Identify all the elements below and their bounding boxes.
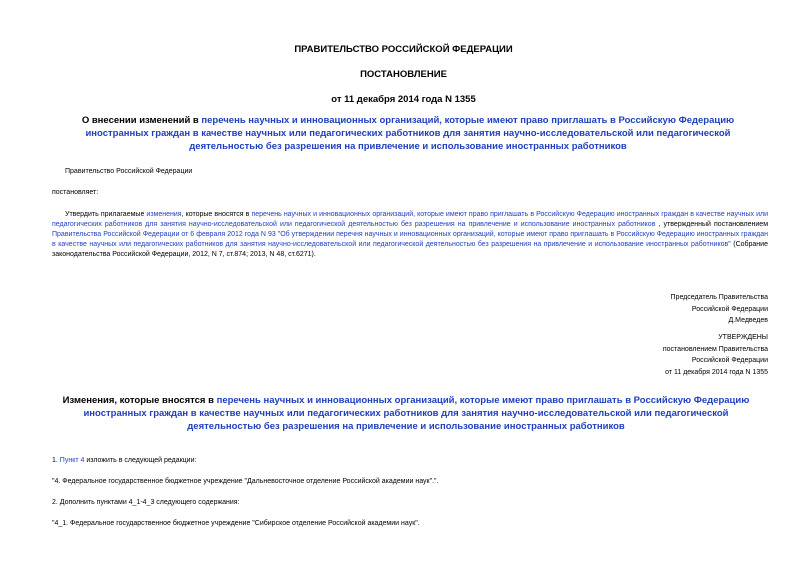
signature-country: Российской Федерации [691,305,768,313]
government-line: Правительство Российской Федерации [65,168,193,175]
paragraph-text: Утвердить прилагаемые [65,211,147,218]
title-prefix: О внесении изменений в [81,115,202,126]
signature-title: Председатель Правительства [670,294,768,301]
approved-country: Российской Федерации [691,357,768,364]
item-point-4-1-text: "4_1. Федеральное государственное бюджетное учреждение "Сибирское отделение Российской академии наук". [52,520,420,527]
signature-block [671,292,768,327]
list-link[interactable]: перечень научных и инновационных организаций, которые имеют право приглашать в Российскую Федерацию иностранных граждан в качестве научных или педагогических работников для занятия научно-исследовательской или педагогической деятельностью без разрешения на привлечение и использование иностранных работников [52,211,768,228]
changes-title-prefix: Изменения, которые вносятся в [62,395,217,406]
approved-date: от 11 декабря 2014 года N 1355 [665,368,768,376]
paragraph-text: (Собрание законодательства Российской Федерации, 2012, N 7, ст.874; 2013, N 48, ст.6271). [52,241,768,258]
document-title [52,114,764,153]
approved-by: постановлением Правительства [662,345,768,353]
item-number: 1. [52,457,60,464]
changes-title-link[interactable]: перечень научных и инновационных организаций, которые имеют право приглашать в Российскую Федерацию иностранных граждан в качестве научных или педагогических работников для занятия научно-исследовательской или педагогической деятельностью без разрешения на привлечение и использование иностранных работников [83,395,750,432]
decides-line: постановляет: [52,189,99,196]
resolution-93-link[interactable]: Правительства Российской Федерации от 6 февраля 2012 года N 93 "Об утверждении перечня научных и инновационных организаций, которые имеют право приглашать в Российскую Федерацию иностранных граждан в качестве научных или педагогических работников для занятия научно-исследовательской или педагогической деятельностью без разрешения на привлечение и использование иностранных работников" [52,231,768,248]
item-1 [52,456,196,466]
title-list-link[interactable]: перечень научных и инновационных организаций, которые имеют право приглашать в Российскую Федерацию иностранных граждан в качестве научных или педагогических работников для занятия научно-исследовательской или педагогической деятельностью без разрешения на привлечение и использование иностранных работников [85,115,735,152]
point-4-link[interactable]: Пункт 4 [59,457,85,464]
approved-block [663,332,768,378]
item-point-4-text: "4. Федеральное государственное бюджетное учреждение "Дальневосточное отделение Российской академии наук".". [52,478,439,485]
decision-paragraph [52,210,768,260]
changes-title [48,394,764,433]
government-heading: ПРАВИТЕЛЬСТВО РОССИЙСКОЙ ФЕДЕРАЦИИ [294,44,513,55]
item-text: изложить в следующей редакции: [84,457,197,464]
item-2: 2. Дополнить пунктами 4_1-4_3 следующего содержания: [52,499,240,506]
changes-link[interactable]: изменения [146,211,182,218]
approved-label: УТВЕРЖДЕНЫ [718,334,768,341]
document-type: ПОСТАНОВЛЕНИЕ [360,69,447,80]
document-date-number: от 11 декабря 2014 года N 1355 [331,94,476,105]
paragraph-text: , которые вносятся в [181,211,252,218]
paragraph-text: , утвержденный постановлением [655,221,769,228]
signature-name: Д.Медведев [728,317,768,324]
